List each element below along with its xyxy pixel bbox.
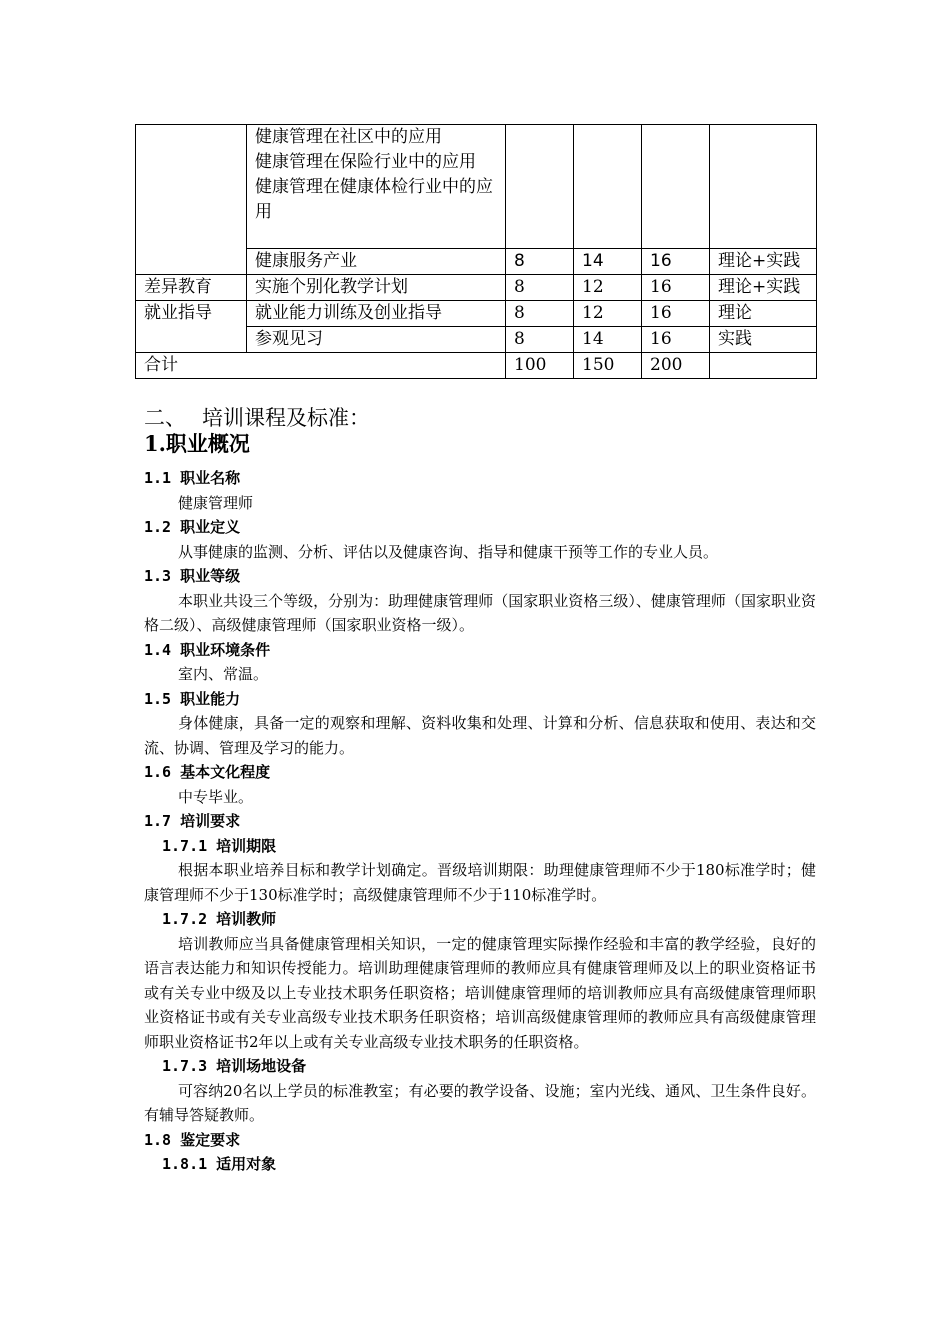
subsection-heading: 1.8 鉴定要求 bbox=[144, 1130, 241, 1149]
paragraph: 可容纳20名以上学员的标准教室；有必要的教学设备、设施；室内光线、通风、卫生条件良好。有辅导答疑教师。 bbox=[144, 1081, 816, 1124]
table-cell-hours-c: 200 bbox=[642, 353, 710, 379]
paragraph: 本职业共设三个等级，分别为：助理健康管理师（国家职业资格三级）、健康管理师（国家职业资格二级）、高级健康管理师（国家职业资格一级）。 bbox=[144, 591, 816, 634]
table-cell-hours-c: 16 bbox=[642, 275, 710, 301]
subsection-heading: 1.1 职业名称 bbox=[144, 469, 241, 487]
table-cell-hours-b: 14 bbox=[574, 249, 642, 275]
subsection-heading: 1.7 培训要求 bbox=[144, 812, 241, 830]
table-cell-hours-b: 14 bbox=[574, 327, 642, 353]
subsection-heading: 1.3 职业等级 bbox=[144, 567, 241, 585]
table-cell-hours-b: 150 bbox=[574, 353, 642, 379]
table-cell-method bbox=[710, 125, 817, 249]
table-cell-content: 健康管理在社区中的应用 健康管理在保险行业中的应用 健康管理在健康体检行业中的应用 bbox=[247, 125, 506, 249]
table-cell-hours-a: 8 bbox=[506, 275, 574, 301]
paragraph: 从事健康的监测、分析、评估以及健康咨询、指导和健康干预等工作的专业人员。 bbox=[178, 542, 719, 561]
table-cell-content: 实施个别化教学计划 bbox=[247, 275, 506, 301]
table-row-total bbox=[136, 353, 817, 379]
table-cell-content: 参观见习 bbox=[247, 327, 506, 353]
paragraph: 培训教师应当具备健康管理相关知识，一定的健康管理实际操作经验和丰富的教学经验，良好的语言表达能力和知识传授能力。培训助理健康管理师的教师应具有健康管理师及以上的职业资格证书或有关专业中级及以上专业技术职务任职资格；培训健康管理师的培训教师应具有高级健康管理师职业资格证书或有关专业高级专业技术职务任职资格；培训高级健康管理师的教师应具有高级健康管理师职业资格证书2年以上或有关专业高级专业技术职务的任职资格。 bbox=[144, 934, 816, 1051]
subsection-heading: 1.4 职业环境条件 bbox=[144, 640, 271, 659]
table-cell-hours-a bbox=[506, 125, 574, 249]
subsection-heading: 1.2 职业定义 bbox=[144, 518, 241, 536]
table-cell-hours-c: 16 bbox=[642, 249, 710, 275]
section-title: 培训课程及标准： bbox=[202, 406, 370, 430]
table-cell-content: 就业能力训练及创业指导 bbox=[247, 301, 506, 327]
table-cell-hours-b: 12 bbox=[574, 301, 642, 327]
paragraph: 根据本职业培养目标和教学计划确定。晋级培训期限：助理健康管理师不少于180标准学时；健康管理师不少于130标准学时；高级健康管理师不少于110标准学时。 bbox=[144, 861, 816, 904]
subsubsection-heading: 1.7.3 培训场地设备 bbox=[162, 1057, 307, 1075]
subsection-heading: 1.5 职业能力 bbox=[144, 689, 241, 708]
table-row bbox=[136, 275, 817, 301]
table-cell-method: 理论+实践 bbox=[710, 275, 817, 301]
chapter-heading: 1.职业概况 bbox=[144, 431, 250, 456]
table-cell-module bbox=[136, 125, 247, 275]
table-cell-hours-c bbox=[642, 125, 710, 249]
subsubsection-heading: 1.8.1 适用对象 bbox=[162, 1155, 277, 1173]
course-hours-table bbox=[135, 124, 817, 379]
subsubsection-heading: 1.7.1 培训期限 bbox=[162, 836, 277, 855]
table-cell-hours-b: 12 bbox=[574, 275, 642, 301]
table-cell-module: 差异教育 bbox=[136, 275, 247, 301]
table-cell-hours-a: 8 bbox=[506, 327, 574, 353]
paragraph: 健康管理师 bbox=[178, 493, 254, 512]
table-cell-hours-a: 8 bbox=[506, 301, 574, 327]
table-cell-hours-a: 100 bbox=[506, 353, 574, 379]
table-row bbox=[136, 301, 817, 327]
table-row bbox=[136, 125, 817, 249]
section-heading bbox=[144, 404, 370, 432]
table-cell-content: 健康服务产业 bbox=[247, 249, 506, 275]
table-cell-hours-b bbox=[574, 125, 642, 249]
table-cell-total-label: 合计 bbox=[136, 353, 506, 379]
paragraph: 身体健康，具备一定的观察和理解、资料收集和处理、计算和分析、信息获取和使用、表达和交流、协调、管理及学习的能力。 bbox=[144, 714, 816, 757]
table-cell-hours-a: 8 bbox=[506, 249, 574, 275]
subsection-heading: 1.6 基本文化程度 bbox=[144, 763, 271, 781]
table-cell-hours-c: 16 bbox=[642, 301, 710, 327]
table-cell-method: 理论 bbox=[710, 301, 817, 327]
paragraph: 中专毕业。 bbox=[178, 787, 254, 806]
table-cell-method: 理论+实践 bbox=[710, 249, 817, 275]
subsubsection-heading: 1.7.2 培训教师 bbox=[162, 910, 277, 928]
table-cell-module: 就业指导 bbox=[136, 301, 247, 353]
document-body bbox=[144, 466, 816, 1177]
table-cell-method: 实践 bbox=[710, 327, 817, 353]
paragraph: 室内、常温。 bbox=[178, 665, 269, 683]
table-cell-hours-c: 16 bbox=[642, 327, 710, 353]
section-number: 二、 bbox=[144, 406, 186, 430]
table-cell-method bbox=[710, 353, 817, 379]
